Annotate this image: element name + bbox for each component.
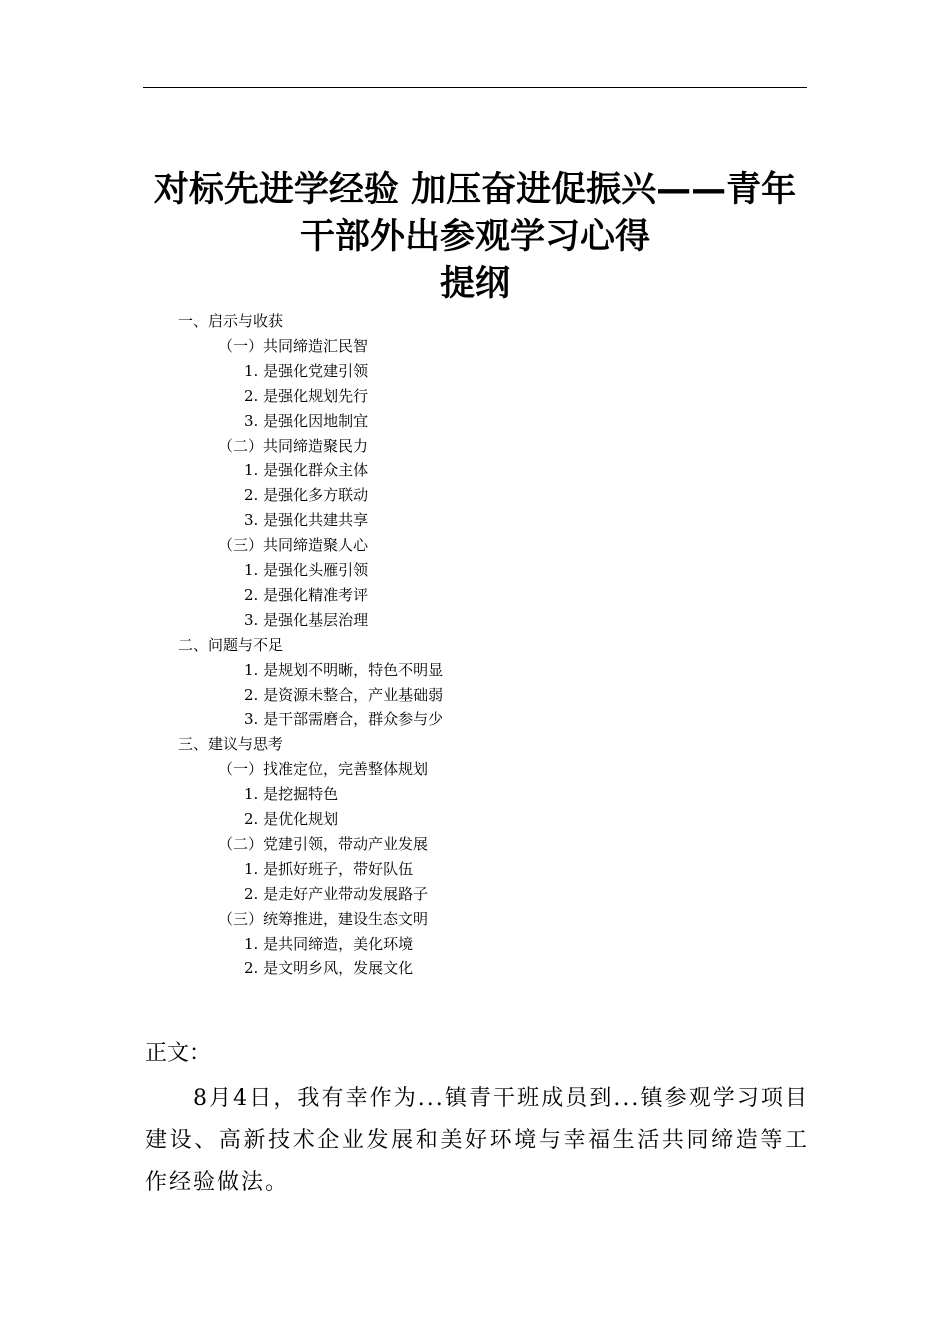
outline-point: 1. 是规划不明晰，特色不明显 — [244, 661, 444, 679]
outline-subheading: （一）共同缔造汇民智 — [218, 337, 369, 355]
document-title-line-2: 干部外出参观学习心得 — [299, 217, 650, 257]
outline-point: 1. 是共同缔造，美化环境 — [244, 935, 414, 953]
outline-point: 2. 是资源未整合，产业基础弱 — [244, 686, 444, 704]
outline-point: 1. 是挖掘特色 — [244, 785, 339, 803]
outline-subheading: （一）找准定位，完善整体规划 — [218, 760, 429, 778]
outline-subheading: （三）统筹推进，建设生态文明 — [218, 910, 429, 928]
outline-subheading: （二）共同缔造聚民力 — [218, 437, 369, 455]
outline-heading: 三、建议与思考 — [178, 735, 284, 753]
outline-point: 2. 是强化多方联动 — [244, 486, 369, 504]
outline-point: 2. 是文明乡风，发展文化 — [244, 959, 414, 977]
document-subtitle: 提纲 — [439, 264, 510, 304]
outline-point: 1. 是强化群众主体 — [244, 461, 369, 479]
outline-point: 2. 是走好产业带动发展路子 — [244, 885, 429, 903]
outline-point: 3. 是强化基层治理 — [244, 611, 369, 629]
outline-subheading: （二）党建引领，带动产业发展 — [218, 835, 429, 853]
body-paragraph: 8月4日，我有幸作为...镇青干班成员到...镇参观学习项目建设、高新技术企业发展和美好环境与幸福生活共同缔造等工作经验做法。 — [145, 1086, 809, 1195]
document-title-line-1: 对标先进学经验 加压奋进促振兴——青年 — [153, 170, 797, 210]
outline-point: 2. 是强化规划先行 — [244, 387, 369, 405]
outline-point: 1. 是强化头雁引领 — [244, 561, 369, 579]
outline-point: 3. 是干部需磨合，群众参与少 — [244, 710, 444, 728]
outline-point: 2. 是优化规划 — [244, 810, 339, 828]
outline-subheading: （三）共同缔造聚人心 — [218, 536, 369, 554]
outline-point: 3. 是强化因地制宜 — [244, 412, 369, 430]
header-rule — [143, 87, 807, 88]
outline-point: 1. 是抓好班子，带好队伍 — [244, 860, 414, 878]
body-label: 正文： — [145, 1041, 212, 1066]
outline-heading: 一、启示与收获 — [178, 312, 284, 330]
outline-point: 3. 是强化共建共享 — [244, 511, 369, 529]
outline-point: 1. 是强化党建引领 — [244, 362, 369, 380]
outline-heading: 二、问题与不足 — [178, 636, 284, 654]
outline-point: 2. 是强化精准考评 — [244, 586, 369, 604]
